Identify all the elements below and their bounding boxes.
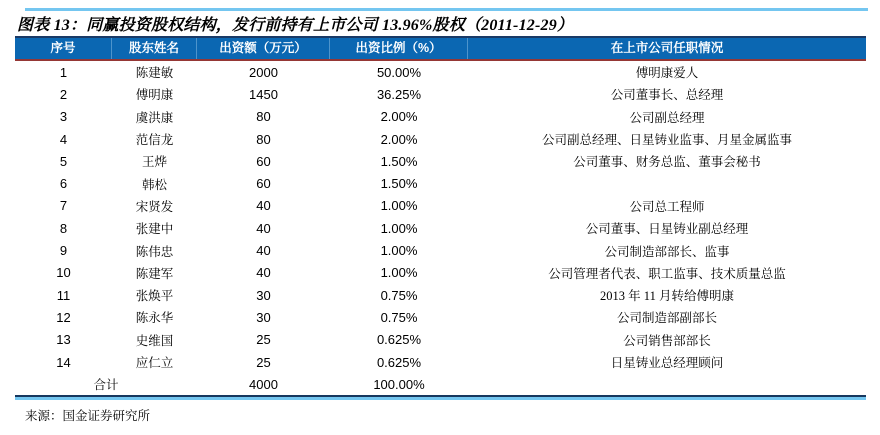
cell-seq: 5 [59, 153, 68, 169]
cell-shareholder-name: 张焕平 [135, 289, 174, 304]
cell-ratio: 1.50% [380, 176, 418, 192]
cell-seq: 6 [59, 176, 68, 192]
table-row [15, 284, 866, 306]
shareholding-table [15, 36, 866, 400]
table-row [15, 106, 866, 128]
cell-position: 公司董事、日星铸业副总经理 [585, 222, 749, 237]
cell-seq: 7 [59, 198, 68, 214]
cell-amount: 60 [256, 153, 271, 169]
source-note: 来源：国金证券研究所 [25, 409, 151, 423]
cell-shareholder-name: 陈永华 [135, 311, 174, 326]
cell-position: 公司副总经理、日星铸业监事、月星金属监事 [541, 133, 792, 148]
cell-position: 公司制造部部长、监事 [604, 244, 730, 259]
cell-shareholder-name: 应仁立 [135, 356, 174, 370]
cell-shareholder-name: 虞洪康 [135, 110, 174, 125]
cell-ratio: 1.00% [380, 265, 418, 281]
cell-amount: 40 [256, 220, 271, 236]
table-row [15, 195, 866, 217]
cell-position: 公司销售部部长 [623, 333, 711, 348]
cell-position: 2013 年 11 月转给傅明康 [600, 289, 734, 304]
cell-position: 公司总工程师 [629, 199, 705, 214]
cell-shareholder-name: 宋贤发 [135, 199, 174, 214]
table-row [15, 306, 866, 328]
table-body [15, 61, 866, 395]
cell-amount: 2000 [249, 64, 278, 80]
cell-amount: 60 [256, 176, 271, 192]
cell-ratio: 50.00% [376, 64, 422, 80]
cell-ratio: 1.00% [380, 220, 418, 236]
cell-position: 傅明康爱人 [635, 66, 699, 81]
table-row [15, 83, 866, 105]
cell-seq: 14 [56, 354, 71, 370]
table-row [15, 373, 866, 395]
cell-ratio: 0.625% [376, 354, 422, 370]
table-row [15, 262, 866, 284]
cell-ratio: 1.00% [380, 198, 418, 214]
cell-seq: 1 [59, 64, 68, 80]
cell-position: 公司制造部副部长 [616, 311, 717, 326]
cell-shareholder-name: 陈建军 [135, 266, 174, 281]
cell-amount: 40 [256, 265, 271, 281]
cell-shareholder-name: 张建中 [135, 222, 174, 237]
cell-seq: 12 [56, 309, 71, 325]
cell-amount: 25 [256, 332, 271, 348]
cell-shareholder-name: 傅明康 [135, 88, 174, 103]
cell-amount: 25 [256, 354, 271, 370]
cell-ratio: 1.00% [380, 243, 418, 259]
bottom-divider-rule [15, 397, 866, 400]
column-header-amount: 出资额（万元） [197, 38, 330, 59]
cell-position: 日星铸业总经理顾问 [610, 356, 724, 370]
cell-seq: 8 [59, 220, 68, 236]
table-row [15, 172, 866, 194]
cell-seq: 13 [56, 332, 71, 348]
cell-seq: 9 [59, 243, 68, 259]
table-row [15, 351, 866, 373]
cell-ratio: 0.75% [380, 287, 418, 303]
cell-position: 公司管理者代表、职工监事、技术质量总监 [548, 266, 786, 281]
cell-total-label: 合计 [93, 378, 119, 393]
table-row [15, 61, 866, 83]
cell-ratio: 0.625% [376, 332, 422, 348]
cell-amount: 40 [256, 198, 271, 214]
cell-shareholder-name: 史维国 [135, 333, 174, 348]
cell-amount: 1450 [249, 86, 278, 102]
cell-position: 公司副总经理 [629, 110, 705, 125]
cell-ratio: 2.00% [380, 109, 418, 125]
cell-ratio: 2.00% [380, 131, 418, 147]
column-header-position: 在上市公司任职情况 [610, 41, 724, 55]
cell-seq: 4 [59, 131, 68, 147]
cell-ratio: 1.50% [380, 153, 418, 169]
cell-shareholder-name: 王烨 [141, 155, 167, 170]
column-header-ratio: 出资比例（%） [330, 38, 468, 59]
cell-seq: 11 [56, 287, 71, 303]
table-header-row [15, 36, 866, 61]
figure-title: 图表 13：同赢投资股权结构，发行前持有上市公司 13.96%股权（2011-12-29） [17, 17, 574, 34]
cell-shareholder-name: 韩松 [141, 177, 167, 192]
table-row [15, 329, 866, 351]
top-divider-rule [25, 8, 868, 11]
table-row [15, 239, 866, 261]
cell-amount: 30 [256, 309, 271, 325]
cell-ratio: 100.00% [373, 376, 425, 392]
column-header-seq: 序号 [15, 38, 112, 59]
cell-seq: 3 [59, 109, 68, 125]
cell-shareholder-name: 陈伟忠 [135, 244, 174, 259]
cell-amount: 80 [256, 131, 271, 147]
cell-amount: 40 [256, 243, 271, 259]
cell-shareholder-name: 陈建敏 [135, 66, 174, 81]
column-header-name: 股东姓名 [112, 38, 197, 59]
cell-position: 公司董事长、总经理 [610, 88, 724, 103]
cell-seq: 2 [59, 86, 68, 102]
cell-ratio: 36.25% [376, 86, 422, 102]
cell-shareholder-name: 范信龙 [135, 133, 174, 148]
cell-amount: 80 [256, 109, 271, 125]
cell-amount: 4000 [249, 376, 278, 392]
cell-seq: 10 [56, 265, 71, 281]
table-row [15, 150, 866, 172]
cell-ratio: 0.75% [380, 309, 418, 325]
table-row [15, 128, 866, 150]
cell-position: 公司董事、财务总监、董事会秘书 [573, 155, 761, 170]
cell-amount: 30 [256, 287, 271, 303]
table-row [15, 217, 866, 239]
